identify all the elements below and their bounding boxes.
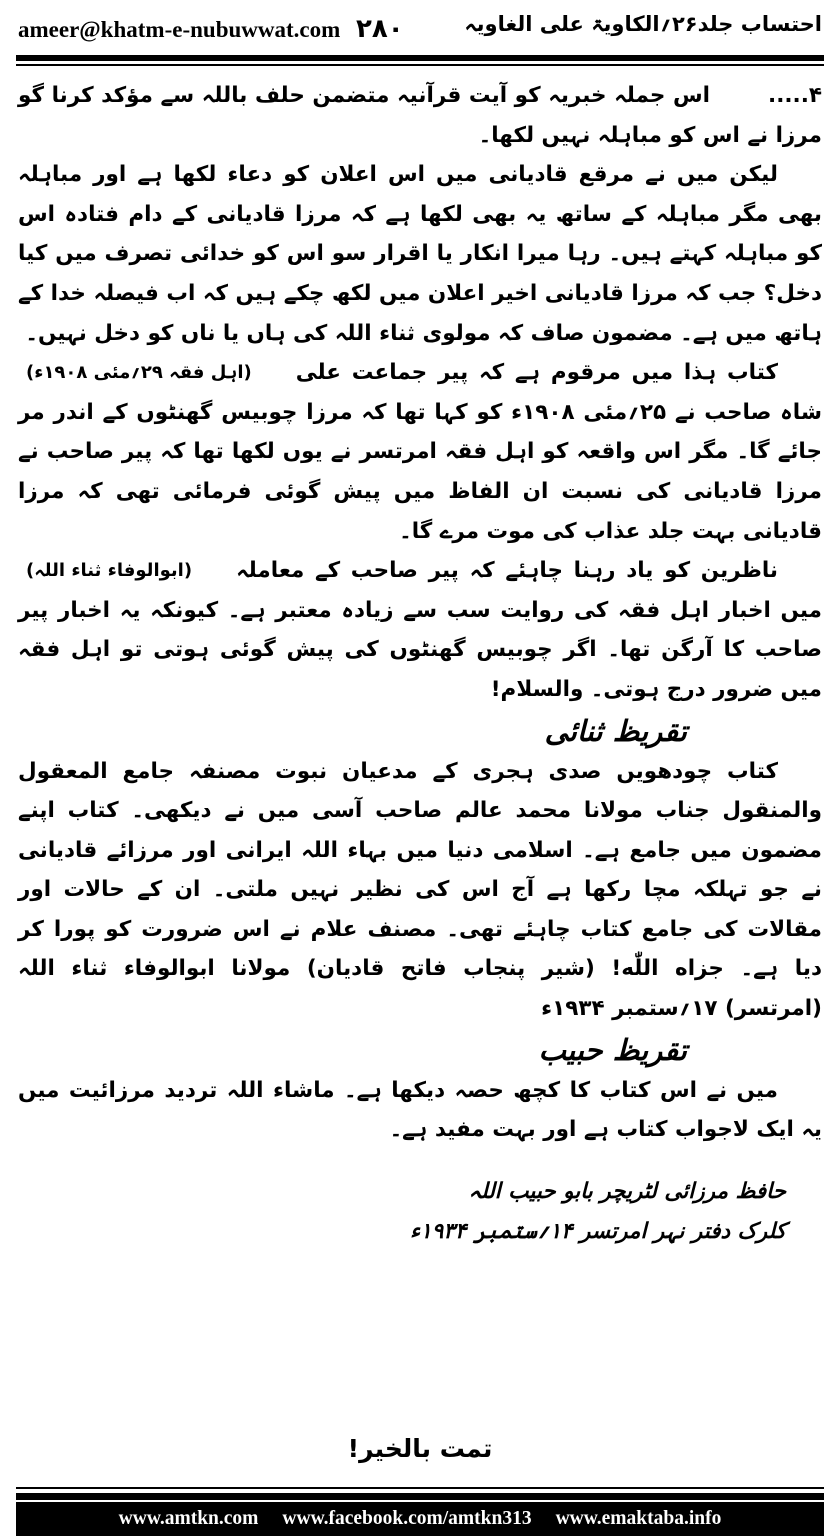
closing-text: تمت بالخیر! — [347, 1434, 493, 1463]
footer-rule-thin — [16, 1487, 824, 1489]
page-body — [18, 76, 822, 1252]
paragraph-point-4 — [18, 76, 822, 155]
footer-link-emaktaba[interactable]: www.emaktaba.info — [555, 1508, 722, 1529]
footer-rule-thick — [16, 1493, 824, 1500]
header-email: ameer@khatm-e-nubuwwat.com — [18, 17, 341, 42]
header-rule-thick — [16, 55, 824, 61]
reference-ahl-fiqh: (اہل فقہ ۲۹؍مئی ۱۹۰۸ء) — [26, 362, 252, 384]
signature-block — [18, 1172, 822, 1252]
paragraph-text: کتاب ہذا میں مرقوم ہے کہ پیر جماعت علی شاہ صاحب نے ۲۵؍مئی ۱۹۰۸ء کو کہا تھا کہ مرزا چوبیس گھنٹوں کے اندر مر جائے گا۔ مگر اس واقعہ کو اہل فقہ امرتسر نے یوں لکھا تھا کہ پیر صاحب نے مرزا قادیانی کی نسبت ان الفاظ میں پیش گوئی فرمائی تھی کہ مرزا قادیانی بہت جلد عذاب کی موت مرے گا۔ — [18, 360, 822, 544]
paragraph-pir-jamaat — [18, 353, 822, 551]
paragraph-taqriz-habib: میں نے اس کتاب کا کچھ حصہ دیکھا ہے۔ ماشاء اللہ تردید مرزائیت میں یہ ایک لاجواب کتاب ہے اور بہت مفید ہے۔ — [18, 1077, 822, 1143]
signature-line-1: حافظ مرزائی لٹریچر بابو حبیب اللہ — [468, 1178, 786, 1204]
reference-sanaullah: (ابوالوفاء ثناء اللہ) — [26, 560, 193, 582]
footer-link-amtkn[interactable]: www.amtkn.com — [118, 1508, 259, 1529]
paragraph-text: ناظرین کو یاد رہنا چاہئے کہ پیر صاحب کے معاملہ میں اخبار اہل فقہ کی روایت سب سے زیادہ معتبر ہے۔ کیونکہ یہ اخبار پیر صاحب کا آرگن تھا۔ اگر چوبیس گھنٹوں کی پیش گوئی ہوتی تو اہل فقہ میں ضرور درج ہوتی۔ والسلام! — [18, 558, 822, 702]
heading-taqriz-sanai: تقریظ ثنائی — [544, 713, 687, 748]
page-number: ۲۸۰ — [356, 14, 404, 44]
header-rule-thin — [16, 64, 824, 66]
point-number: ۴..... — [768, 83, 822, 108]
page-header — [0, 0, 840, 68]
book-title: احتساب جلد۲۶؍الکاویۃ علی الغاویہ — [464, 12, 822, 36]
paragraph-muraqqa: لیکن میں نے مرقع قادیانی میں اس اعلان کو دعاء لکھا ہے اور مباہلہ بھی مگر مباہلہ کے ساتھ یہ بھی لکھا ہے کہ مرزا قادیانی کے دام فتادہ اس کو مباہلہ کہتے ہیں۔ رہا میرا انکار یا اقرار سو اس کو خدائی تصرف میں کیا دخل؟ جب کہ مرزا قادیانی اخیر اعلان میں لکھ چکے ہیں کہ اب فیصلہ خدا کے ہاتھ میں ہے۔ مضمون صاف کہ مولوی ثناء اللہ کی ہاں یا ناں کو دخل نہیں۔ — [18, 162, 822, 346]
footer-bar — [16, 1502, 824, 1536]
paragraph-nazireen — [18, 551, 822, 709]
paragraph-taqriz-sanai: کتاب چودھویں صدی ہجری کے مدعیان نبوت مصنفہ جامع المعقول والمنقول جناب مولانا محمد عالم صاحب آسی میں نے دیکھی۔ کتاب اپنے مضمون میں جامع ہے۔ اسلامی دنیا میں بہاء اللہ ایرانی اور مرزائے قادیانی نے جو تہلکہ مچا رکھا ہے آج اس کی نظیر نہیں ملتی۔ ان کے حالات اور مقالات کی جامع کتاب چاہئے تھی۔ مصنف علام نے اس ضرورت کو پورا کر دیا ہے۔ جزاه اللّٰه! (شیر پنجاب فاتح قادیان) مولانا ابوالوفاء ثناء اللہ (امرتسر) ۱۷؍ستمبر ۱۹۳۴ء — [18, 758, 822, 1022]
paragraph-text: اس جملہ خبریہ کو آیت قرآنیہ متضمن حلف باللہ سے مؤکد کرنا گو مرزا نے اس کو مباہلہ نہیں لکھا۔ — [18, 83, 822, 148]
signature-line-2: کلرک دفتر نہر امرتسر ۱۴؍ستمبر ۱۹۳۴ء — [410, 1218, 786, 1244]
header-left — [18, 14, 404, 44]
heading-taqriz-habib: تقریظ حبیب — [538, 1032, 687, 1067]
footer-link-facebook[interactable]: www.facebook.com/amtkn313 — [282, 1508, 532, 1529]
